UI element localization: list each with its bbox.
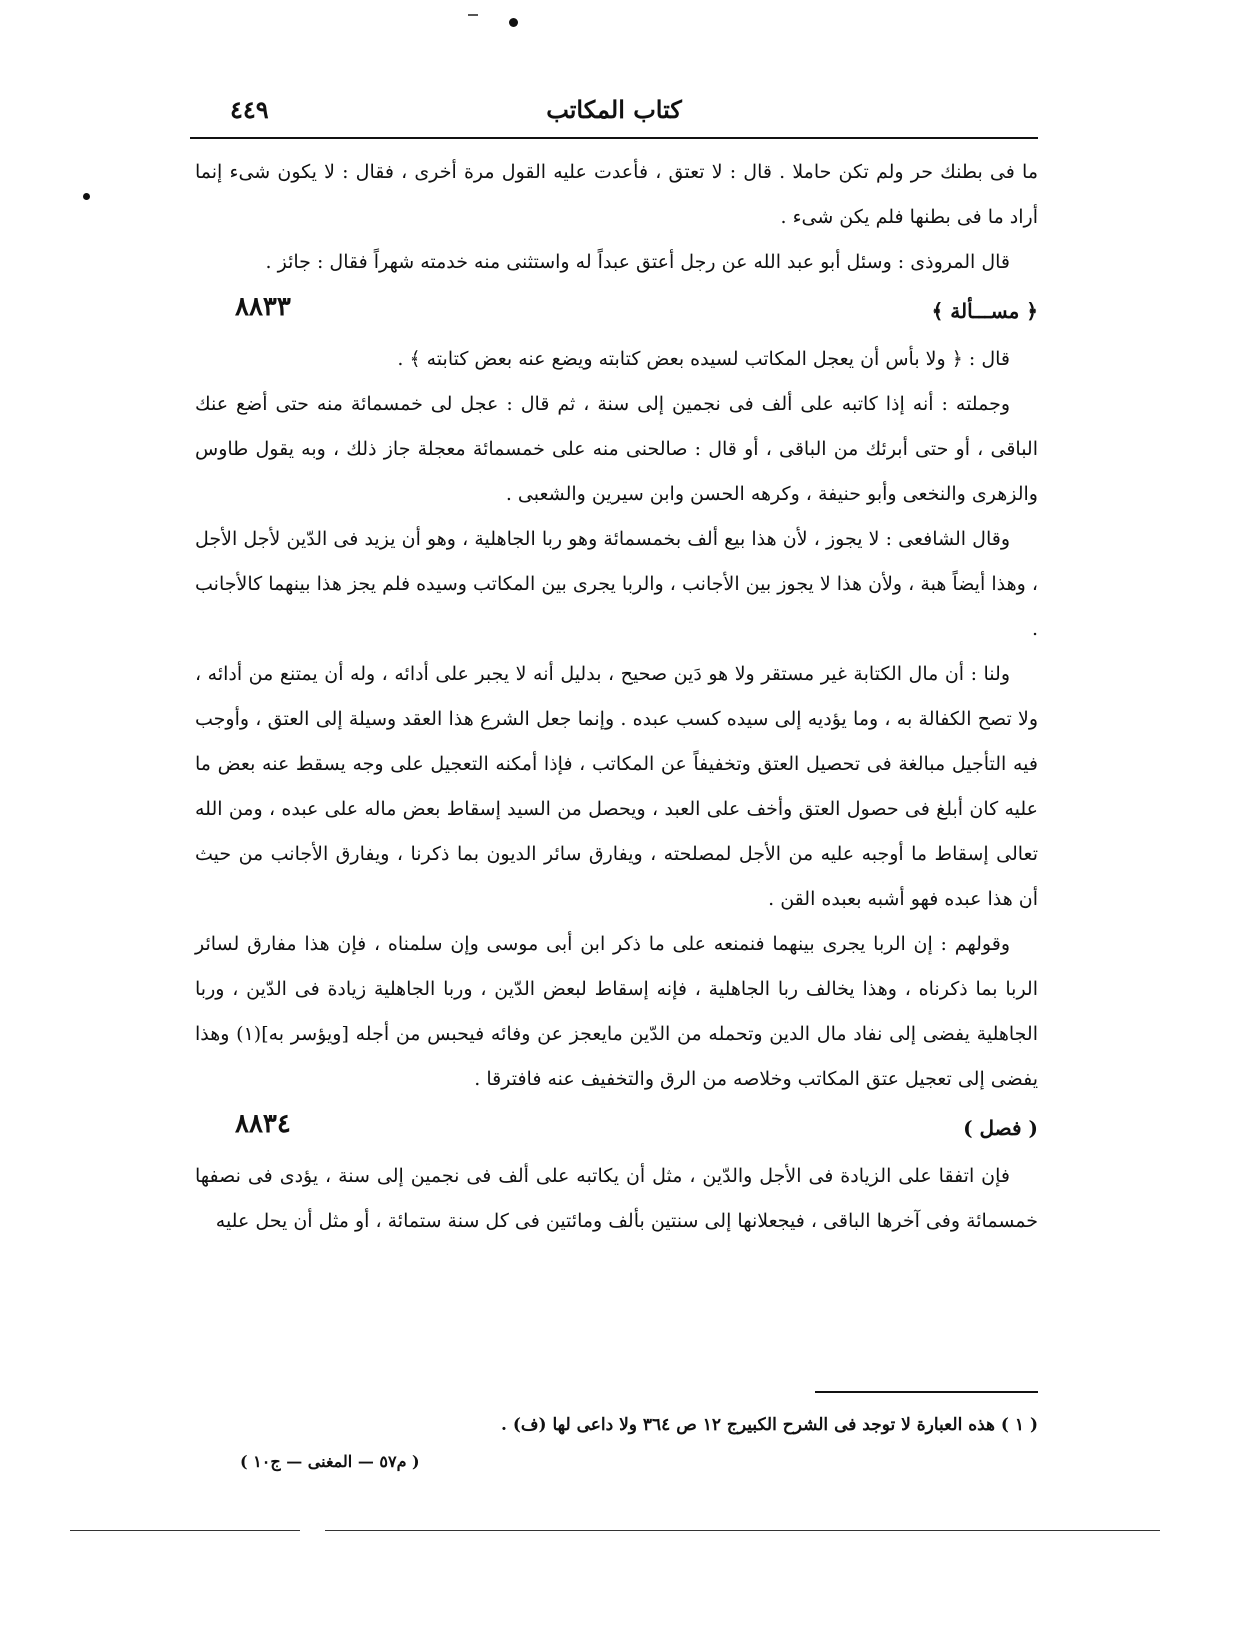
section-number: ٨٨٣٤ xyxy=(235,1109,291,1139)
paragraph: وقال الشافعى : لا يجوز ، لأن هذا بيع ألف بخمسمائة وهو ربا الجاهلية ، وهو أن يزيد فى الدّين لأجل الأجل ، وهذا أيضاً هبة ، ولأن هذا لا يجوز بين الأجانب ، والربا يجرى بين المكاتب وسيده فلم يجز هذا بينهما كالأجانب . xyxy=(195,528,1038,640)
paragraph: فإن اتفقا على الزيادة فى الأجل والدّين ، مثل أن يكاتبه على ألف فى نجمين إلى سنة ، يؤدى فى نصفها خمسمائة وفى آخرها الباقى ، فيجعلانها إلى سنتين بألف ومائتين فى كل سنة ستمائة ، أو مثل أن يحل عليه xyxy=(195,1165,1038,1232)
page-number: ٤٤٩ xyxy=(230,95,269,124)
header-rule xyxy=(190,137,1038,139)
footnote-rule xyxy=(815,1391,1038,1393)
paragraph: ما فى بطنك حر ولم تكن حاملا . قال : لا تعتق ، فأعدت عليه القول مرة أخرى ، فقال : لا يكون شىء إنما أراد ما فى بطنها فلم يكن شىء . xyxy=(195,161,1038,228)
signature-line: ( م٥٧ — المغنى — ج١٠ ) xyxy=(240,1452,420,1471)
footnote: ( ١ ) هذه العبارة لا توجد فى الشرح الكبيرج ١٢ ص ٣٦٤ ولا داعى لها (ف) . xyxy=(500,1415,1038,1435)
section-heading xyxy=(195,285,1038,337)
bottom-rule xyxy=(70,1530,300,1531)
scan-mark xyxy=(468,14,478,16)
section-label: ﴿ مســـألة ﴾ xyxy=(931,299,1038,323)
section-number: ٨٨٣٣ xyxy=(235,292,291,322)
paragraph: قال المروذى : وسئل أبو عبد الله عن رجل أعتق عبداً له واستثنى منه خدمته شهراً فقال : جائز . xyxy=(265,251,1010,273)
main-text xyxy=(195,150,1038,1244)
scan-dot xyxy=(509,18,518,27)
paragraph: ولنا : أن مال الكتابة غير مستقر ولا هو دَين صحيح ، بدليل أنه لا يجبر على أدائه ، وله أن يمتنع من أدائه ، ولا تصح الكفالة به ، وما يؤديه إلى سيده كسب عبده . وإنما جعل الشرع هذا العقد وسيلة إلى العتق ، وأوجب فيه التأجيل مبالغة فى تحصيل العتق وتخفيفاً عن المكاتب ، فإذا أمكنه التعجيل على وجه يسقط عنه بعض ما عليه كان أبلغ فى حصول العتق وأخف على العبد ، ويحصل من السيد إسقاط بعض ماله على عبده ، ومن الله تعالى إسقاط ما أوجبه عليه من الأجل لمصلحته ، ويفارق سائر الديون بما ذكرنا ، ويفارق الأجانب من حيث أن هذا عبده فهو أشبه بعبده القن . xyxy=(195,663,1038,910)
page-header xyxy=(190,95,1038,129)
section-label: ( فصل ) xyxy=(963,1116,1038,1140)
paragraph: وقولهم : إن الربا يجرى بينهما فنمنعه على ما ذكر ابن أبى موسى وإن سلمناه ، فإن هذا مفارق لسائر الربا بما ذكرناه ، وهذا يخالف ربا الجاهلية ، فإنه إسقاط لبعض الدّين ، وربا الجاهلية زيادة فى الدّين ، وربا الجاهلية يفضى إلى نفاد مال الدين وتحمله من الدّين مايعجز عن وفائه فيحبس من أجله [ويؤسر به](١) وهذا يفضى إلى تعجيل عتق المكاتب وخلاصه من الرق والتخفيف عنه فافترقا . xyxy=(195,933,1039,1090)
bottom-rule xyxy=(325,1530,1160,1531)
paragraph: وجملته : أنه إذا كاتبه على ألف فى نجمين إلى سنة ، ثم قال : عجل لى خمسمائة منه حتى أضع عنك الباقى ، أو حتى أبرئك من الباقى ، أو قال : صالحنى منه على خمسمائة معجلة جاز ذلك ، وبه يقول طاوس والزهرى والنخعى وأبو حنيفة ، وكرهه الحسن وابن سيرين والشعبى . xyxy=(195,393,1039,505)
section-heading xyxy=(195,1102,1038,1154)
paragraph: قال : ﴿ ولا بأس أن يعجل المكاتب لسيده بعض كتابته ويضع عنه بعض كتابته ﴾ . xyxy=(397,348,1010,370)
scan-dot xyxy=(83,193,90,200)
running-title: كتاب المكاتب xyxy=(546,95,682,124)
